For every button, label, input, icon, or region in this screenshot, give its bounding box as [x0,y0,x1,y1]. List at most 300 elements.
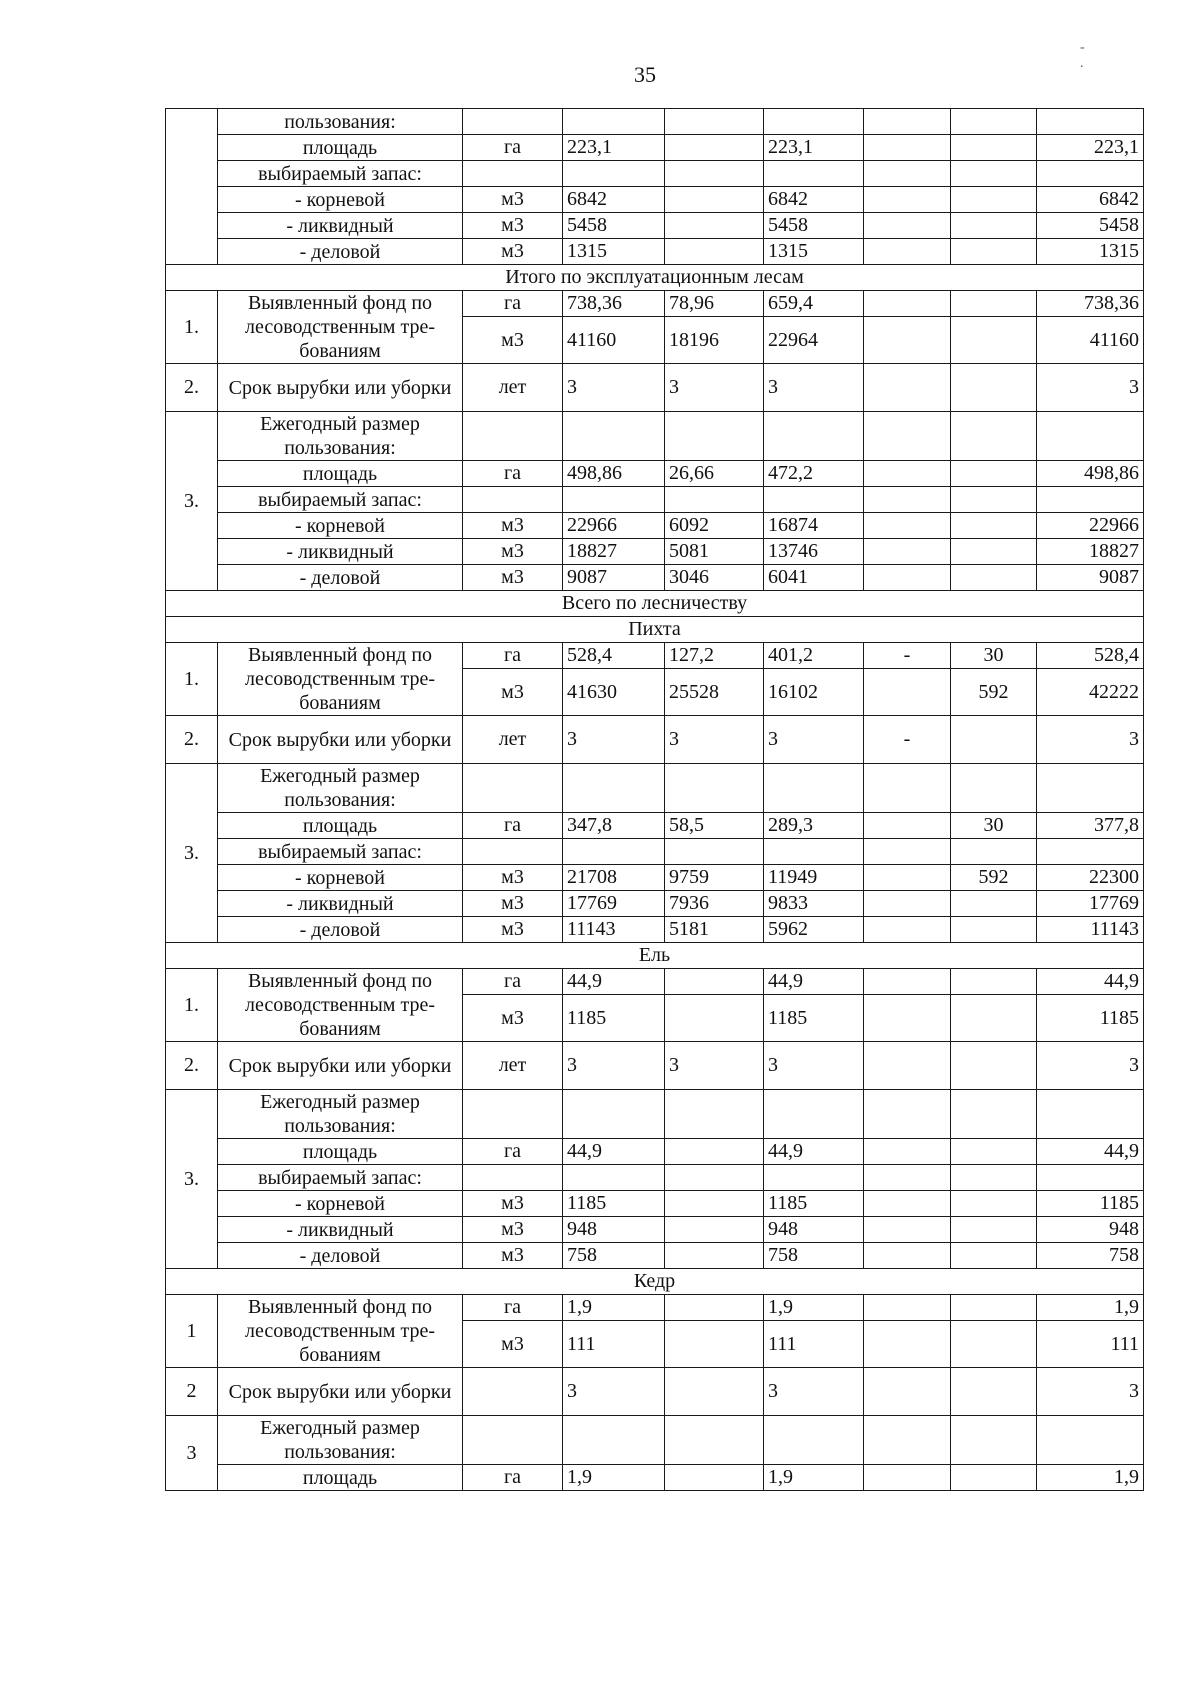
value-cell: 5458 [563,213,665,239]
value-cell: 498,86 [563,461,665,487]
value-cell: 21708 [563,865,665,891]
value-cell [864,487,951,513]
value-cell: 1185 [764,1191,864,1217]
value-cell [864,109,951,135]
value-cell: 948 [764,1217,864,1243]
forest-use-table [165,108,1144,1491]
value-cell: 592 [951,669,1037,716]
section-title: Ель [166,943,1144,969]
value-cell [1037,839,1144,865]
unit-cell [463,1368,563,1416]
table-row [166,839,1144,865]
row-label: - деловой [218,565,463,591]
value-cell [1037,487,1144,513]
value-cell: 1,9 [764,1295,864,1321]
value-cell [665,764,764,813]
value-cell [764,1416,864,1465]
value-cell: 30 [951,813,1037,839]
value-cell [764,1090,864,1139]
value-cell [951,461,1037,487]
row-label: - корневой [218,513,463,539]
value-cell: 16874 [764,513,864,539]
item-number: 2. [166,364,218,412]
table-row [166,487,1144,513]
value-cell [864,839,951,865]
value-cell [1037,109,1144,135]
row-label: площадь [218,1465,463,1491]
value-cell: 3 [764,364,864,412]
table-row [166,1243,1144,1269]
value-cell: 3 [665,716,764,764]
value-cell: 5081 [665,539,764,565]
scan-marks: - . [1080,40,1125,71]
value-cell [665,1465,764,1491]
unit-cell: м3 [463,239,563,265]
row-label: выбираемый запас: [218,1165,463,1191]
value-cell: 41160 [1037,317,1144,364]
unit-cell [463,109,563,135]
value-cell [864,187,951,213]
item-number: 2. [166,1042,218,1090]
section-row [166,591,1144,617]
value-cell [951,239,1037,265]
value-cell: - [864,716,951,764]
row-label: Срок вырубки или уборки [218,1042,463,1090]
table-row [166,364,1144,412]
row-label: - корневой [218,1191,463,1217]
value-cell: 78,96 [665,291,764,317]
value-cell: 1,9 [563,1295,665,1321]
value-cell [864,1295,951,1321]
value-cell: 948 [563,1217,665,1243]
value-cell [864,969,951,995]
table-row [166,461,1144,487]
value-cell [864,412,951,461]
row-label: Выявленный фонд по лесоводственным тре- бованиям [218,291,463,364]
unit-cell [463,764,563,813]
value-cell [665,487,764,513]
table-row [166,161,1144,187]
table-row [166,891,1144,917]
value-cell [864,161,951,187]
value-cell [563,161,665,187]
value-cell [951,213,1037,239]
value-cell: 1185 [1037,1191,1144,1217]
value-cell: 3 [1037,716,1144,764]
value-cell [951,487,1037,513]
table-row [166,643,1144,669]
value-cell [951,716,1037,764]
table-row [166,1191,1144,1217]
value-cell: 11143 [1037,917,1144,943]
table-row [166,1465,1144,1491]
row-label: - ликвидный [218,213,463,239]
section-el [166,943,1144,1269]
unit-cell: м3 [463,865,563,891]
value-cell [951,1368,1037,1416]
table-row [166,1139,1144,1165]
row-label: Выявленный фонд по лесоводственным тре- бованиям [218,643,463,716]
value-cell: 1315 [1037,239,1144,265]
value-cell [864,239,951,265]
value-cell [864,764,951,813]
value-cell [864,1416,951,1465]
value-cell [665,969,764,995]
table-row [166,1416,1144,1465]
value-cell: 223,1 [1037,135,1144,161]
value-cell [951,1243,1037,1269]
unit-cell: м3 [463,995,563,1042]
value-cell [665,109,764,135]
value-cell: 17769 [1037,891,1144,917]
value-cell: 3 [764,1042,864,1090]
value-cell: 5962 [764,917,864,943]
value-cell: 347,8 [563,813,665,839]
value-cell [764,764,864,813]
value-cell [951,891,1037,917]
value-cell: 758 [1037,1243,1144,1269]
value-cell [764,839,864,865]
value-cell: 528,4 [563,643,665,669]
value-cell: 11949 [764,865,864,891]
value-cell [951,1090,1037,1139]
value-cell: 3 [764,716,864,764]
value-cell: 18196 [665,317,764,364]
table-row [166,764,1144,813]
value-cell: 22964 [764,317,864,364]
table-row [166,865,1144,891]
value-cell: 6842 [1037,187,1144,213]
item-number: 1. [166,643,218,716]
table-row [166,969,1144,995]
value-cell: 58,5 [665,813,764,839]
unit-cell: м3 [463,669,563,716]
row-label: выбираемый запас: [218,839,463,865]
row-label: площадь [218,461,463,487]
value-cell: 1,9 [764,1465,864,1491]
unit-cell: м3 [463,317,563,364]
table-row [166,239,1144,265]
value-cell: 659,4 [764,291,864,317]
num-cell [166,109,218,265]
unit-cell: м3 [463,565,563,591]
item-number: 3 [166,1416,218,1491]
value-cell: 3 [1037,1368,1144,1416]
row-label: - корневой [218,187,463,213]
value-cell [864,1139,951,1165]
unit-cell: м3 [463,1243,563,1269]
value-cell [951,565,1037,591]
value-cell: 3 [764,1368,864,1416]
value-cell: 6842 [764,187,864,213]
value-cell [1037,412,1144,461]
unit-cell: га [463,1295,563,1321]
value-cell: 472,2 [764,461,864,487]
value-cell [951,1217,1037,1243]
value-cell: 111 [764,1321,864,1368]
value-cell [764,1165,864,1191]
row-label: Выявленный фонд по лесоводственным тре- бованиям [218,1295,463,1368]
value-cell: 26,66 [665,461,764,487]
table-row [166,412,1144,461]
value-cell [563,487,665,513]
value-cell [864,1321,951,1368]
value-cell [665,839,764,865]
value-cell: 9759 [665,865,764,891]
value-cell: 22966 [1037,513,1144,539]
value-cell: 289,3 [764,813,864,839]
row-label: Ежегодный размер пользования: [218,412,463,461]
unit-cell: м3 [463,917,563,943]
value-cell [951,1321,1037,1368]
value-cell: 18827 [1037,539,1144,565]
value-cell [665,1416,764,1465]
value-cell [951,839,1037,865]
value-cell: 5181 [665,917,764,943]
value-cell [665,135,764,161]
value-cell: 44,9 [1037,1139,1144,1165]
value-cell: 9833 [764,891,864,917]
value-cell [764,487,864,513]
value-cell: 11143 [563,917,665,943]
value-cell: 1185 [563,995,665,1042]
unit-cell: м3 [463,1321,563,1368]
value-cell [665,161,764,187]
value-cell [864,995,951,1042]
value-cell [665,1321,764,1368]
value-cell [951,764,1037,813]
value-cell [951,291,1037,317]
value-cell [665,213,764,239]
table-row [166,1295,1144,1321]
unit-cell: га [463,969,563,995]
value-cell: 3046 [665,565,764,591]
unit-cell [463,1416,563,1465]
section-title: Кедр [166,1269,1144,1295]
row-label: Выявленный фонд по лесоводственным тре- бованиям [218,969,463,1042]
value-cell: 7936 [665,891,764,917]
unit-cell: га [463,291,563,317]
value-cell [864,1465,951,1491]
value-cell [864,1090,951,1139]
table-row [166,135,1144,161]
value-cell [864,135,951,161]
unit-cell: м3 [463,513,563,539]
value-cell [951,1465,1037,1491]
table-row [166,539,1144,565]
value-cell: 1185 [1037,995,1144,1042]
value-cell [665,1090,764,1139]
value-cell: 111 [563,1321,665,1368]
value-cell: 16102 [764,669,864,716]
value-cell: 127,2 [665,643,764,669]
row-label: площадь [218,813,463,839]
value-cell [665,1243,764,1269]
item-number: 1 [166,1295,218,1368]
unit-cell: га [463,643,563,669]
value-cell [951,135,1037,161]
unit-cell: га [463,1139,563,1165]
value-cell [864,461,951,487]
table-row [166,943,1144,969]
unit-cell: лет [463,364,563,412]
value-cell: 42222 [1037,669,1144,716]
value-cell [951,109,1037,135]
item-number: 1. [166,969,218,1042]
value-cell: 25528 [665,669,764,716]
value-cell [1037,1416,1144,1465]
value-cell [665,1165,764,1191]
unit-cell [463,1165,563,1191]
row-label: - деловой [218,1243,463,1269]
value-cell [951,917,1037,943]
value-cell: 18827 [563,539,665,565]
value-cell [951,1416,1037,1465]
value-cell [864,813,951,839]
unit-cell: лет [463,1042,563,1090]
section-title: Всего по лесничеству [166,591,1144,617]
value-cell: 44,9 [764,969,864,995]
table-row [166,1042,1144,1090]
row-label: площадь [218,1139,463,1165]
value-cell: 3 [1037,364,1144,412]
value-cell [665,1368,764,1416]
unit-cell: га [463,461,563,487]
value-cell [951,995,1037,1042]
value-cell [951,412,1037,461]
value-cell: 1,9 [1037,1465,1144,1491]
table-row [166,716,1144,764]
value-cell: 592 [951,865,1037,891]
value-cell [665,239,764,265]
unit-cell: га [463,135,563,161]
value-cell: 1,9 [563,1465,665,1491]
value-cell: - [864,643,951,669]
value-cell: 44,9 [764,1139,864,1165]
table-row [166,1165,1144,1191]
value-cell: 223,1 [563,135,665,161]
value-cell [864,1042,951,1090]
unit-cell: м3 [463,539,563,565]
value-cell: 5458 [764,213,864,239]
value-cell [563,764,665,813]
item-number: 2. [166,716,218,764]
value-cell [563,109,665,135]
value-cell [1037,764,1144,813]
value-cell: 44,9 [563,969,665,995]
table-row [166,617,1144,643]
value-cell: 44,9 [563,1139,665,1165]
row-label: Срок вырубки или уборки [218,364,463,412]
value-cell [563,412,665,461]
row-label: - ликвидный [218,891,463,917]
value-cell [864,539,951,565]
section-vsego [166,591,1144,617]
table-row [166,917,1144,943]
unit-cell: лет [463,716,563,764]
value-cell: 17769 [563,891,665,917]
row-label: - ликвидный [218,1217,463,1243]
row-label: площадь [218,135,463,161]
value-cell [764,109,864,135]
value-cell: 41160 [563,317,665,364]
value-cell: 1185 [563,1191,665,1217]
value-cell: 44,9 [1037,969,1144,995]
unit-cell: м3 [463,1191,563,1217]
value-cell [665,1191,764,1217]
value-cell: 948 [1037,1217,1144,1243]
value-cell [563,1090,665,1139]
value-cell: 758 [764,1243,864,1269]
value-cell [563,1416,665,1465]
value-cell: 22300 [1037,865,1144,891]
value-cell [864,565,951,591]
value-cell [864,1217,951,1243]
item-number: 3. [166,1090,218,1269]
unit-cell [463,412,563,461]
value-cell: 498,86 [1037,461,1144,487]
value-cell: 1,9 [1037,1295,1144,1321]
section-pikhta [166,617,1144,943]
item-number: 3. [166,764,218,943]
unit-cell: м3 [463,1217,563,1243]
value-cell: 758 [563,1243,665,1269]
item-number: 2 [166,1368,218,1416]
value-cell: 223,1 [764,135,864,161]
value-cell [563,1165,665,1191]
value-cell: 401,2 [764,643,864,669]
value-cell [951,187,1037,213]
value-cell: 30 [951,643,1037,669]
row-label: Ежегодный размер пользования: [218,1090,463,1139]
value-cell: 377,8 [1037,813,1144,839]
section-kedr [166,1269,1144,1491]
value-cell [864,1191,951,1217]
value-cell: 9087 [563,565,665,591]
value-cell: 13746 [764,539,864,565]
value-cell [951,969,1037,995]
value-cell [951,539,1037,565]
value-cell [864,1165,951,1191]
value-cell: 3 [665,1042,764,1090]
value-cell [764,161,864,187]
row-label: Ежегодный размер пользования: [218,1416,463,1465]
table-row [166,513,1144,539]
value-cell: 3 [1037,1042,1144,1090]
table-row [166,565,1144,591]
value-cell: 1315 [563,239,665,265]
item-number: 1. [166,291,218,364]
value-cell [951,317,1037,364]
value-cell [951,364,1037,412]
value-cell [951,513,1037,539]
value-cell: 6092 [665,513,764,539]
value-cell: 3 [563,1368,665,1416]
value-cell [951,1191,1037,1217]
value-cell [665,187,764,213]
row-label: Ежегодный размер пользования: [218,764,463,813]
page-number: 35 [634,62,656,87]
value-cell: 22966 [563,513,665,539]
table-row [166,291,1144,317]
value-cell [951,1295,1037,1321]
row-label: - деловой [218,239,463,265]
section-title: Пихта [166,617,1144,643]
unit-cell: га [463,1465,563,1491]
value-cell: 3 [563,1042,665,1090]
value-cell [951,1139,1037,1165]
unit-cell: м3 [463,187,563,213]
